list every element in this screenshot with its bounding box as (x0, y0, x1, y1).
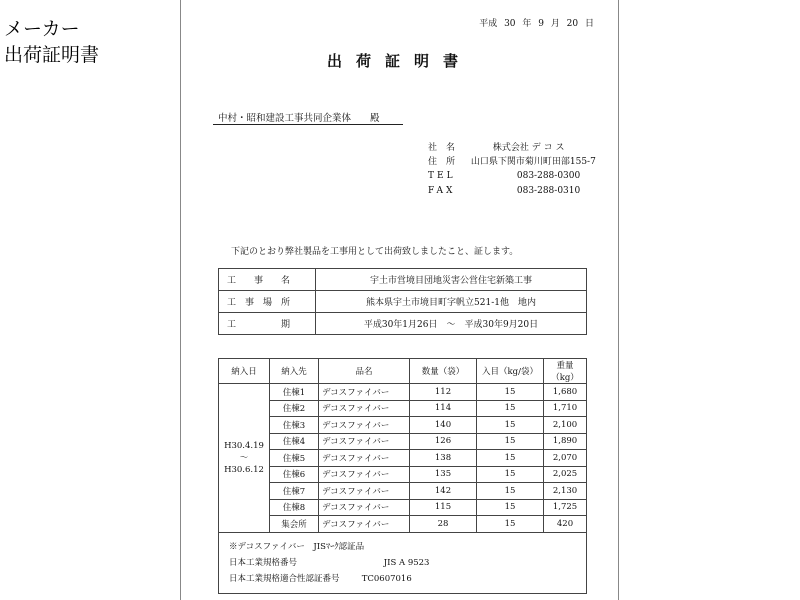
quantity-cell: 142 (410, 483, 477, 500)
table-row (219, 450, 587, 467)
table-row (219, 384, 587, 401)
weight-cell: 1,890 (544, 433, 587, 450)
header-per-bag: 入目（kg/袋） (477, 359, 544, 384)
issuer-fax-value: 083-288-0310 (516, 186, 581, 196)
jis-number-value: JIS A 9523 (383, 557, 430, 568)
weight-cell: 2,130 (544, 483, 587, 500)
product-cell: デコスファイバー (319, 417, 410, 434)
header-delivery-date: 納入日 (219, 359, 270, 384)
quantity-cell: 115 (410, 499, 477, 516)
project-row (219, 291, 587, 313)
issuer-address-row (428, 154, 596, 167)
addressee-underline (213, 124, 403, 125)
header-weight: 重量（kg） (544, 359, 587, 384)
issuer-fax-row (428, 186, 580, 196)
cert-number-row (229, 571, 576, 587)
document-page (180, 0, 619, 600)
issuer-fax-label: FAX (428, 186, 456, 196)
destination-cell: 住棟6 (270, 466, 319, 483)
project-site-value: 熊本県宇土市境目町字帆立521-1他 地内 (316, 291, 587, 313)
weight-cell: 2,100 (544, 417, 587, 434)
quantity-cell: 28 (410, 516, 477, 533)
cert-number-value: TC0607016 (361, 573, 412, 584)
table-row (219, 466, 587, 483)
issuer-address-label: 住 所 (428, 157, 456, 167)
product-cell: デコスファイバー (319, 516, 410, 533)
per-bag-cell: 15 (477, 450, 544, 467)
certification-statement: 下記のとおり弊社製品を工事用として出荷致しましたこと、証します。 (231, 247, 519, 257)
table-row (219, 433, 587, 450)
addressee: 中村・昭和建設工事共同企業体 殿 (218, 113, 380, 124)
project-row (219, 269, 587, 291)
product-cell: デコスファイバー (319, 499, 410, 516)
weight-cell: 1,710 (544, 400, 587, 417)
quantity-cell: 138 (410, 450, 477, 467)
issuer-name-row (428, 140, 564, 153)
destination-cell: 住棟7 (270, 483, 319, 500)
product-cell: デコスファイバー (319, 483, 410, 500)
document-title: 出荷証明書 (326, 52, 472, 70)
per-bag-cell: 15 (477, 400, 544, 417)
product-cell: デコスファイバー (319, 433, 410, 450)
shipment-header-row (219, 359, 587, 384)
issuer-tel-label: TEL (428, 171, 456, 181)
table-row (219, 516, 587, 533)
per-bag-cell: 15 (477, 516, 544, 533)
project-name-label: 工 事 名 (219, 269, 316, 291)
destination-cell: 住棟1 (270, 384, 319, 401)
issuer-address-value: 山口県下関市菊川町田部155-7 (470, 157, 596, 167)
quantity-cell: 112 (410, 384, 477, 401)
project-period-value: 平成30年1月26日 ～ 平成30年9月20日 (316, 313, 587, 335)
quantity-cell: 126 (410, 433, 477, 450)
per-bag-cell: 15 (477, 483, 544, 500)
destination-cell: 住棟8 (270, 499, 319, 516)
product-cell: デコスファイバー (319, 450, 410, 467)
quantity-cell: 140 (410, 417, 477, 434)
product-cell: デコスファイバー (319, 384, 410, 401)
table-row (219, 499, 587, 516)
destination-cell: 住棟3 (270, 417, 319, 434)
cert-number-label: 日本工業規格適合性認証番号 (229, 573, 340, 584)
issuer-tel-row (428, 171, 580, 181)
destination-cell: 住棟5 (270, 450, 319, 467)
project-row (219, 313, 587, 335)
quantity-cell: 114 (410, 400, 477, 417)
product-cell: デコスファイバー (319, 400, 410, 417)
weight-cell: 420 (544, 516, 587, 533)
destination-cell: 住棟2 (270, 400, 319, 417)
date-end: H30.6.12 (224, 464, 264, 475)
document-date: 平成 30 年 9 月 20 日 (479, 19, 594, 29)
weight-cell: 1,725 (544, 499, 587, 516)
destination-cell: 集会所 (270, 516, 319, 533)
shipment-table (218, 358, 587, 594)
per-bag-cell: 15 (477, 499, 544, 516)
issuer-tel-value: 083-288-0300 (516, 171, 581, 181)
footnote-row (219, 532, 587, 593)
footnote-cell (219, 532, 587, 593)
header-quantity: 数量（袋） (410, 359, 477, 384)
side-label-certificate: 出荷証明書 (4, 44, 100, 66)
per-bag-cell: 15 (477, 466, 544, 483)
jis-mark-note: ※デコスファイバー JISﾏｰｸ認証品 (229, 541, 365, 552)
project-info-table (218, 268, 587, 335)
issuer-name-value: 株式会社 デ コ ス (492, 143, 565, 153)
weight-cell: 2,025 (544, 466, 587, 483)
weight-cell: 2,070 (544, 450, 587, 467)
date-start: H30.4.19 (224, 440, 264, 451)
per-bag-cell: 15 (477, 384, 544, 401)
weight-cell: 1,680 (544, 384, 587, 401)
product-cell: デコスファイバー (319, 466, 410, 483)
per-bag-cell: 15 (477, 417, 544, 434)
header-destination: 納入先 (270, 359, 319, 384)
side-label-maker: メーカー (4, 18, 80, 40)
destination-cell: 住棟4 (270, 433, 319, 450)
date-separator: ～ (239, 452, 249, 463)
table-row (219, 400, 587, 417)
delivery-date-range (219, 384, 270, 533)
project-site-label: 工 事 場 所 (219, 291, 316, 313)
issuer-name-label: 社 名 (428, 143, 456, 153)
project-name-value: 宇土市営境目団地災害公営住宅新築工事 (316, 269, 587, 291)
jis-number-row (229, 555, 576, 571)
table-row (219, 417, 587, 434)
jis-number-label: 日本工業規格番号 (229, 557, 298, 568)
table-row (219, 483, 587, 500)
quantity-cell: 135 (410, 466, 477, 483)
header-product: 品名 (319, 359, 410, 384)
project-period-label: 工 期 (219, 313, 316, 335)
per-bag-cell: 15 (477, 433, 544, 450)
